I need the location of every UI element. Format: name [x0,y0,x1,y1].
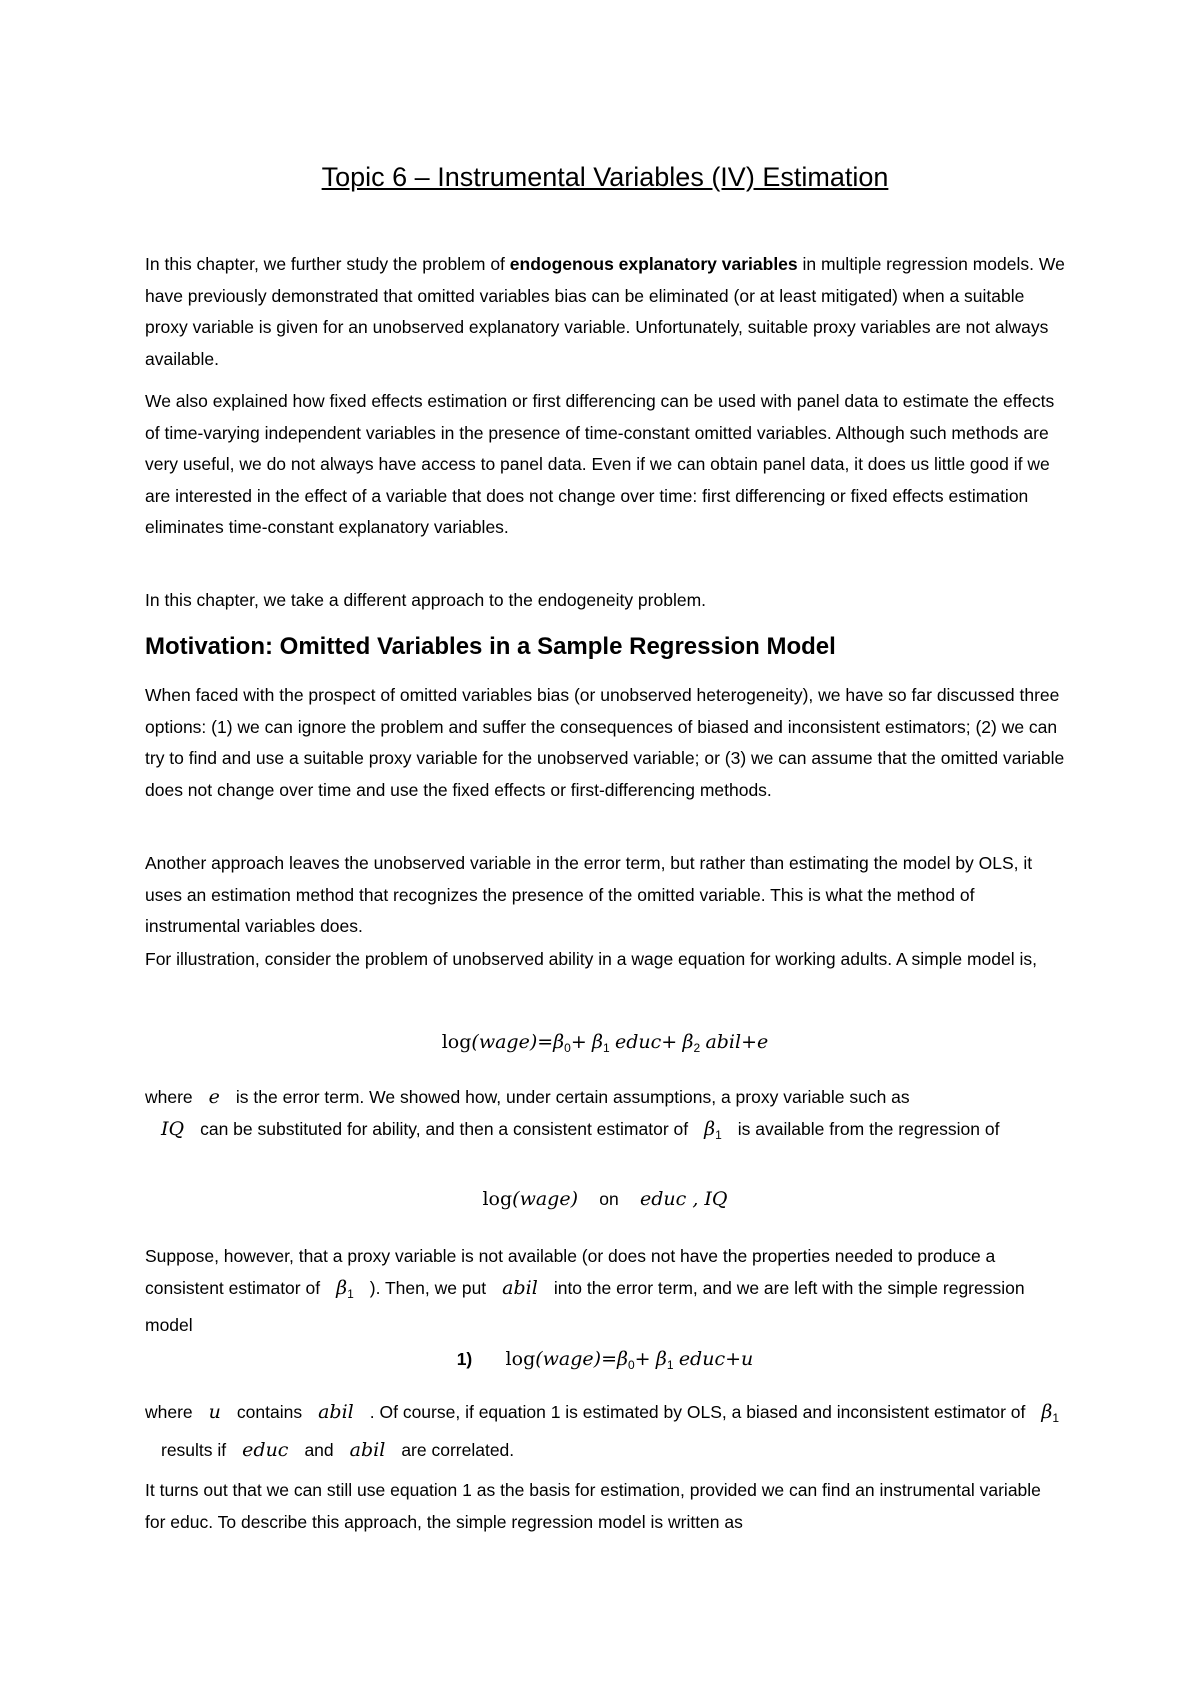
eq-beta: β [553,1031,565,1053]
equation-regression-of [145,1188,1065,1211]
equation-number: 1) [456,1349,473,1369]
text: where [145,1402,193,1422]
eq-log: log [482,1188,513,1210]
eq-beta: β [682,1031,694,1053]
math-abil: abil [502,1276,538,1299]
intro-text: In this chapter, we further study the problem of [145,254,510,274]
math-iq: IQ [161,1117,185,1140]
equation-1 [145,1348,1065,1372]
eq-rhs: educ , IQ [640,1188,728,1210]
math-u: u [208,1401,221,1423]
section-paragraph-2: Another approach leaves the unobserved variable in the error term, but rather than estimating the model by OLS, it uses an estimation method that recognizes the presence of the omitted variable. This is what the method of instrumental variables does. [145,853,1033,936]
eq-equals: = [601,1348,617,1370]
section-paragraph-3: For illustration, consider the problem of unobserved ability in a wage equation for working adults. A simple model is, [145,949,1037,969]
section-paragraph-1: When faced with the prospect of omitted variables bias (or unobserved heterogeneity), we have so far discussed three options: (1) we can ignore the problem and suffer the consequences of biased and inconsistent estimators; (2) we can try to find and use a suitable proxy variable for the unobserved variable; or (3) we can assume that the omitted variable does not change over time and use the fixed effects or first-differencing methods. [145,685,1065,800]
equation-wage-model [145,1031,1065,1055]
eq-abil: abil [705,1031,742,1053]
section-paragraph-5 [145,1241,1065,1342]
math-sub: 1 [1052,1411,1060,1425]
text: are correlated. [401,1439,515,1460]
eq-plus: + [634,1348,651,1370]
eq-sub: 2 [693,1041,701,1055]
text: can be substituted for ability, and then a consistent estimator of [200,1118,689,1139]
text: into the error term, and we are left with the simple regression model [145,1277,1025,1335]
text: is the error term. We showed how, under certain assumptions, a proxy variable such as [235,1087,910,1107]
eq-log: log [505,1348,536,1370]
eq-sub: 1 [666,1358,674,1372]
math-abil: abil [349,1438,386,1461]
eq-e: e [757,1031,769,1053]
math-e: e [208,1086,220,1108]
eq-wage: (wage) [471,1031,538,1053]
intro-paragraph-2: We also explained how fixed effects estimation or first differencing can be used with panel data to estimate the effects of time-varying independent variables in the presence of time-constant omitted variables. Although such methods are very useful, we do not always have access to panel data. Even if we can obtain panel data, it does us little good if we are interested in the effect of a variable that does not change over time: first differencing or fixed effects estimation eliminates time-constant explanatory variables. [145,391,1055,537]
text: where [145,1087,193,1107]
intro-paragraph-1 [145,249,1065,375]
eq-sub: 0 [627,1358,635,1372]
eq-on: on [599,1189,619,1209]
text: ). Then, we put [369,1277,487,1298]
eq-beta: β [592,1031,604,1053]
eq-equals: = [537,1031,554,1053]
eq-beta: β [616,1348,628,1370]
math-sub: 1 [347,1286,354,1301]
eq-sub: 1 [603,1041,610,1055]
math-beta: β [336,1276,348,1299]
eq-wage: (wage) [535,1348,602,1370]
eq-educ: educ [678,1348,726,1370]
bold-term: endogenous explanatory variables [509,254,798,274]
eq-plus: + [725,1348,742,1370]
math-abil: abil [318,1401,354,1423]
intro-paragraph-3: In this chapter, we take a different approach to the endogeneity problem. [145,590,707,610]
section-paragraph-4 [145,1082,1065,1151]
eq-plus: + [570,1031,587,1053]
text: is available from the regression of [737,1118,1000,1139]
eq-log: log [441,1031,472,1053]
section-paragraph-6 [145,1397,1065,1466]
text: Suppose, however, that a proxy variable is not available (or does not have the properties needed to produce a consistent estimator of [145,1246,996,1298]
text: and [304,1439,334,1460]
text: contains [236,1402,303,1422]
eq-plus: + [661,1031,678,1053]
eq-sub: 0 [564,1041,571,1055]
eq-plus: + [741,1031,758,1053]
intro-text: in multiple regression models. We have previously demonstrated that omitted variables bias can be eliminated (or at least mitigated) when a suitable proxy variable is given for an unobserved explanatory variable. Unfortunately, suitable proxy variables are not always available. [145,254,1065,369]
math-beta: β [1041,1401,1053,1423]
eq-beta: β [655,1348,667,1370]
text: results if [161,1439,227,1460]
math-beta: β [704,1117,716,1140]
math-sub: 1 [715,1127,722,1142]
eq-wage: (wage) [512,1188,578,1210]
eq-educ: educ [614,1031,662,1053]
page-title: Topic 6 – Instrumental Variables (IV) Estimation [321,162,889,192]
section-heading: Motivation: Omitted Variables in a Sample Regression Model [145,633,836,660]
section-paragraph-7: It turns out that we can still use equation 1 as the basis for estimation, provided we can find an instrumental variable for educ. To describe this approach, the simple regression model is written as [145,1480,1041,1532]
eq-u: u [741,1348,754,1370]
math-educ: educ [242,1438,289,1461]
text: . Of course, if equation 1 is estimated by OLS, a biased and inconsistent estimator of [369,1402,1026,1422]
